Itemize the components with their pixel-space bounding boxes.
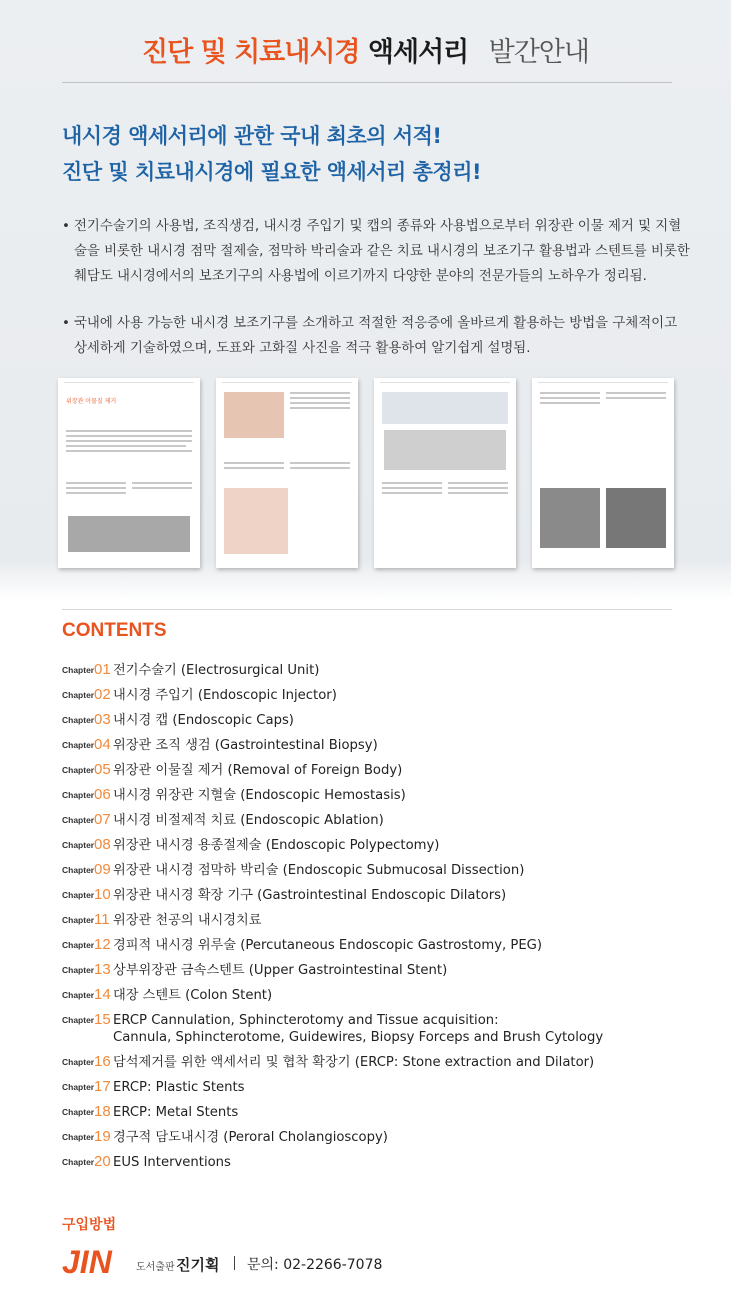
chapter-title-line: 내시경 비절제적 치료 (Endoscopic Ablation) xyxy=(113,813,384,828)
publisher-logo xyxy=(62,1246,128,1276)
chapter-title xyxy=(113,962,447,979)
chapter-item xyxy=(62,1078,702,1103)
chapter-title-line: 상부위장관 금속스텐트 (Upper Gastrointestinal Stent) xyxy=(113,963,448,978)
chapter-label: Chapter xyxy=(62,1107,95,1117)
chapter-label: Chapter xyxy=(62,840,95,850)
chapter-label: Chapter xyxy=(62,765,95,775)
logo-text: JIN xyxy=(62,1246,112,1276)
chapter-title xyxy=(113,1079,245,1096)
chapter-item xyxy=(62,1153,702,1178)
chapter-item xyxy=(62,961,702,986)
chapter-item xyxy=(62,1053,702,1078)
chapter-title xyxy=(113,887,506,904)
chapter-item xyxy=(62,1103,702,1128)
chapter-label: Chapter xyxy=(62,865,95,875)
chapter-number: 05 xyxy=(94,761,111,778)
chapter-number: 10 xyxy=(94,886,111,903)
sample-page-3 xyxy=(374,378,516,568)
chapter-number: 03 xyxy=(94,711,111,728)
publisher-prefix: 도서출판 xyxy=(136,1262,175,1273)
chapter-item xyxy=(62,711,702,736)
chapter-label: Chapter xyxy=(62,715,95,725)
chapter-label: Chapter xyxy=(62,790,95,800)
feature-item: • 국내에 사용 가능한 내시경 보조기구를 소개하고 적절한 적응증에 올바르게 활용하는 방법을 구체적이고 상세하게 기술하였으며, 도표와 고화질 사진을 적극 활용하여 알기쉽게 설명됨. xyxy=(62,311,692,361)
chapter-number: 01 xyxy=(94,661,111,678)
top-divider xyxy=(62,82,672,83)
chapter-title xyxy=(113,737,378,754)
sample-page-4 xyxy=(532,378,674,568)
chapter-title xyxy=(113,912,262,929)
chapter-title xyxy=(113,762,402,779)
chapter-item xyxy=(62,861,702,886)
chapter-title-line: 위장관 이물질 제거 (Removal of Foreign Body) xyxy=(113,763,403,778)
title-part-1: 진단 및 치료내시경 xyxy=(142,37,360,68)
title-part-3: 발간안내 xyxy=(488,37,589,68)
chapter-title-line: ERCP: Plastic Stents xyxy=(113,1080,245,1095)
chapter-label: Chapter xyxy=(62,1057,95,1067)
publisher-name: 진기획 xyxy=(176,1256,220,1274)
chapter-title-line: ERCP Cannulation, Sphincterotomy and Tissue acquisition: xyxy=(113,1013,499,1028)
contact-phone: 문의: 02-2266-7078 xyxy=(247,1257,383,1273)
chapter-title xyxy=(113,687,337,704)
chapter-item xyxy=(62,911,702,936)
sample-page-title: 위장관 이물질 제거 xyxy=(66,398,117,405)
chapter-title-line: 내시경 주입기 (Endoscopic Injector) xyxy=(113,688,337,703)
chapter-title-line: 위장관 내시경 용종절제술 (Endoscopic Polypectomy) xyxy=(113,838,440,853)
chapter-title-line: EUS Interventions xyxy=(113,1155,231,1170)
chapter-label: Chapter xyxy=(62,1082,95,1092)
chapter-title xyxy=(113,862,524,879)
chapter-title xyxy=(113,712,294,729)
chapter-title-line: 대장 스텐트 (Colon Stent) xyxy=(113,988,273,1003)
sample-page-1 xyxy=(58,378,200,568)
feature-item: • 전기수술기의 사용법, 조직생검, 내시경 주입기 및 캡의 종류와 사용법으로부터 위장관 이물 제거 및 지혈술을 비롯한 내시경 점막 절제술, 점막하 박리술과 같은 치료 내시경의 보조기구 활용법과 스텐트를 비롯한 췌담도 내시경에서의 보조기구의 사용법에 이르기까지 다양한 분야의 전문가들의 노하우가 정리됨. xyxy=(62,214,692,289)
chapter-title-line: 경구적 담도내시경 (Peroral Cholangioscopy) xyxy=(113,1130,388,1145)
chapter-number: 17 xyxy=(94,1078,111,1095)
chapter-number: 19 xyxy=(94,1128,111,1145)
chapter-title-line: 위장관 내시경 점막하 박리술 (Endoscopic Submucosal Dissection) xyxy=(113,863,525,878)
chapter-number: 20 xyxy=(94,1153,111,1170)
chapter-title xyxy=(113,837,439,854)
chapter-item xyxy=(62,811,702,836)
chapter-label: Chapter xyxy=(62,1015,95,1025)
publisher-footer xyxy=(62,1246,682,1282)
chapter-label: Chapter xyxy=(62,690,95,700)
chapter-number: 09 xyxy=(94,861,111,878)
chapter-title-line: 내시경 위장관 지혈술 (Endoscopic Hemostasis) xyxy=(113,788,406,803)
chapter-label: Chapter xyxy=(62,890,95,900)
chapter-item xyxy=(62,986,702,1011)
chapter-title xyxy=(113,987,272,1004)
chapter-title-line: 경피적 내시경 위루술 (Percutaneous Endoscopic Gastrostomy, PEG) xyxy=(113,938,543,953)
chapter-item xyxy=(62,786,702,811)
chapter-label: Chapter xyxy=(62,915,95,925)
chapter-title xyxy=(113,1012,603,1046)
chapter-number: 08 xyxy=(94,836,111,853)
chapter-number: 07 xyxy=(94,811,111,828)
chapter-number: 16 xyxy=(94,1053,111,1070)
chapter-label: Chapter xyxy=(62,990,95,1000)
sample-page-2 xyxy=(216,378,358,568)
chapter-label: Chapter xyxy=(62,965,95,975)
feature-list xyxy=(62,214,692,383)
chapter-item xyxy=(62,736,702,761)
chapter-label: Chapter xyxy=(62,740,95,750)
chapter-item xyxy=(62,936,702,961)
footer-separator xyxy=(234,1256,235,1270)
chapter-item xyxy=(62,886,702,911)
chapter-title-line: 전기수술기 (Electrosurgical Unit) xyxy=(113,663,320,678)
chapter-item xyxy=(62,1011,702,1053)
chapter-title xyxy=(113,787,406,804)
chapter-label: Chapter xyxy=(62,1132,95,1142)
chapter-title-line: 위장관 내시경 확장 기구 (Gastrointestinal Endoscopic Dilators) xyxy=(113,888,507,903)
chapter-title-line: Cannula, Sphincterotome, Guidewires, Biopsy Forceps and Brush Cytology xyxy=(113,1030,604,1045)
chapter-title xyxy=(113,937,542,954)
chapter-number: 18 xyxy=(94,1103,111,1120)
chapter-item xyxy=(62,836,702,861)
chapter-number: 12 xyxy=(94,936,111,953)
chapter-label: Chapter xyxy=(62,940,95,950)
chapter-title xyxy=(113,1129,388,1146)
chapter-label: Chapter xyxy=(62,815,95,825)
chapter-title xyxy=(113,662,319,679)
chapter-label: Chapter xyxy=(62,665,95,675)
chapter-title xyxy=(113,812,384,829)
headline-line-1: 내시경 액세서리에 관한 국내 최초의 서적! xyxy=(62,124,442,148)
chapter-number: 06 xyxy=(94,786,111,803)
sample-pages xyxy=(58,378,674,568)
chapter-title xyxy=(113,1054,594,1071)
headline xyxy=(62,118,682,190)
chapter-title-line: 위장관 조직 생검 (Gastrointestinal Biopsy) xyxy=(113,738,378,753)
chapter-list xyxy=(62,661,702,1178)
chapter-title-line: 내시경 캡 (Endoscopic Caps) xyxy=(113,713,294,728)
chapter-item xyxy=(62,686,702,711)
headline-line-2: 진단 및 치료내시경에 필요한 액세서리 총정리! xyxy=(62,160,482,184)
chapter-number: 04 xyxy=(94,736,111,753)
chapter-title xyxy=(113,1154,231,1171)
chapter-title-line: 위장관 천공의 내시경치료 xyxy=(113,913,262,928)
chapter-title-line: ERCP: Metal Stents xyxy=(113,1105,239,1120)
chapter-number: 13 xyxy=(94,961,111,978)
page-title xyxy=(0,30,731,69)
chapter-item xyxy=(62,1128,702,1153)
chapter-number: 14 xyxy=(94,986,111,1003)
chapter-title xyxy=(113,1104,238,1121)
title-part-2: 액세서리 xyxy=(367,37,469,68)
chapter-number: 11 xyxy=(94,911,110,928)
chapter-label: Chapter xyxy=(62,1157,95,1167)
contents-heading: CONTENTS xyxy=(62,620,167,641)
chapter-item xyxy=(62,661,702,686)
chapter-title-line: 담석제거를 위한 액세서리 및 협착 확장기 (ERCP: Stone extraction and Dilator) xyxy=(113,1055,595,1070)
chapter-number: 02 xyxy=(94,686,111,703)
purchase-heading: 구입방법 xyxy=(62,1217,117,1233)
section-divider xyxy=(62,609,672,610)
chapter-item xyxy=(62,761,702,786)
chapter-number: 15 xyxy=(94,1011,111,1028)
